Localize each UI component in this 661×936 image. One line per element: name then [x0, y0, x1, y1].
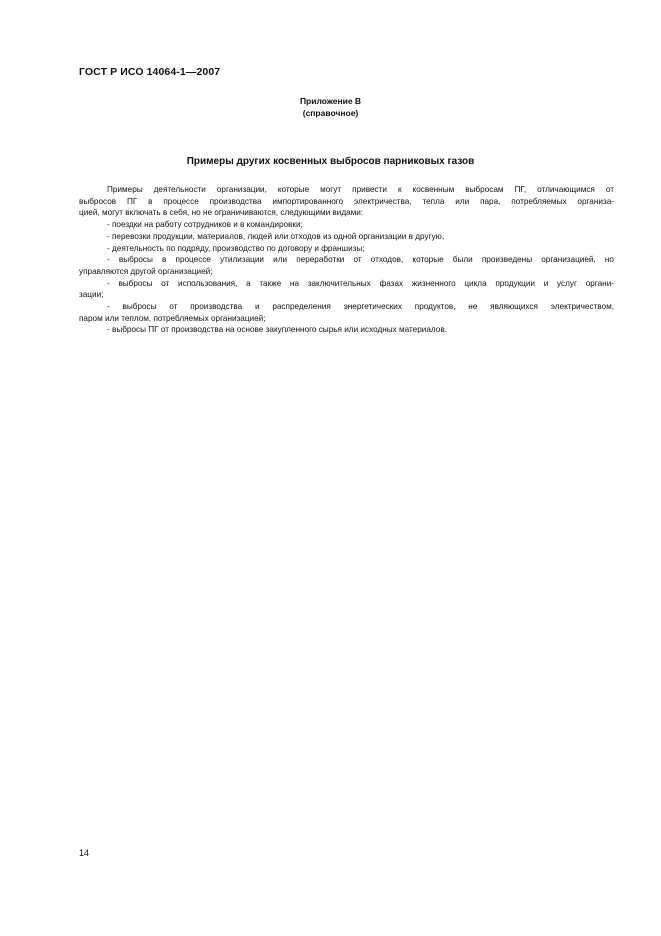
standard-code-header: ГОСТ Р ИСО 14064-1—2007: [79, 66, 221, 78]
paragraph-line: Примеры деятельности организации, которые могут привести к косвенным выбросам ПГ, отличающимся от: [107, 185, 614, 194]
annex-title: Приложение В: [299, 96, 362, 106]
list-item-continuation: зации;: [79, 290, 104, 300]
list-item: - выбросы от использования, а также на заключительных фазах жизненного цикла продукции и услуг органи-: [107, 278, 614, 288]
list-item-continuation: паром или теплом, потребляемых организацией;: [79, 313, 266, 323]
list-item: - деятельность по подряду, производство по договору и франшизы;: [107, 243, 365, 253]
list-item: - поездки на работу сотрудников и в командировки;: [107, 220, 303, 230]
list-item: - выбросы от производства и распределения энергетических продуктов, не являющихся электричеством,: [107, 302, 614, 312]
page-number: 14: [79, 848, 90, 858]
annex-kind: (справочное): [302, 108, 359, 118]
list-item: - выбросы ПГ от производства на основе закупленного сырья или исходных материалов.: [107, 325, 447, 335]
list-item: - выбросы в процессе утилизации или переработки от отходов, которые были произведены организацией, но: [107, 255, 614, 265]
list-item: - перевозки продукции, материалов, людей или отходов из одной организации в другую,: [107, 231, 445, 241]
paragraph-line: цией, могут включать в себя, но не ограничиваются, следующими видами:: [79, 208, 364, 218]
section-title: Примеры других косвенных выбросов парниковых газов: [186, 156, 475, 167]
list-item-continuation: управляются другой организацией;: [79, 266, 213, 276]
body-text: [79, 184, 614, 336]
paragraph-line: выбросов ПГ в процессе производства импортированного электричества, тепла или пара, потребляемых организа-: [79, 196, 614, 206]
